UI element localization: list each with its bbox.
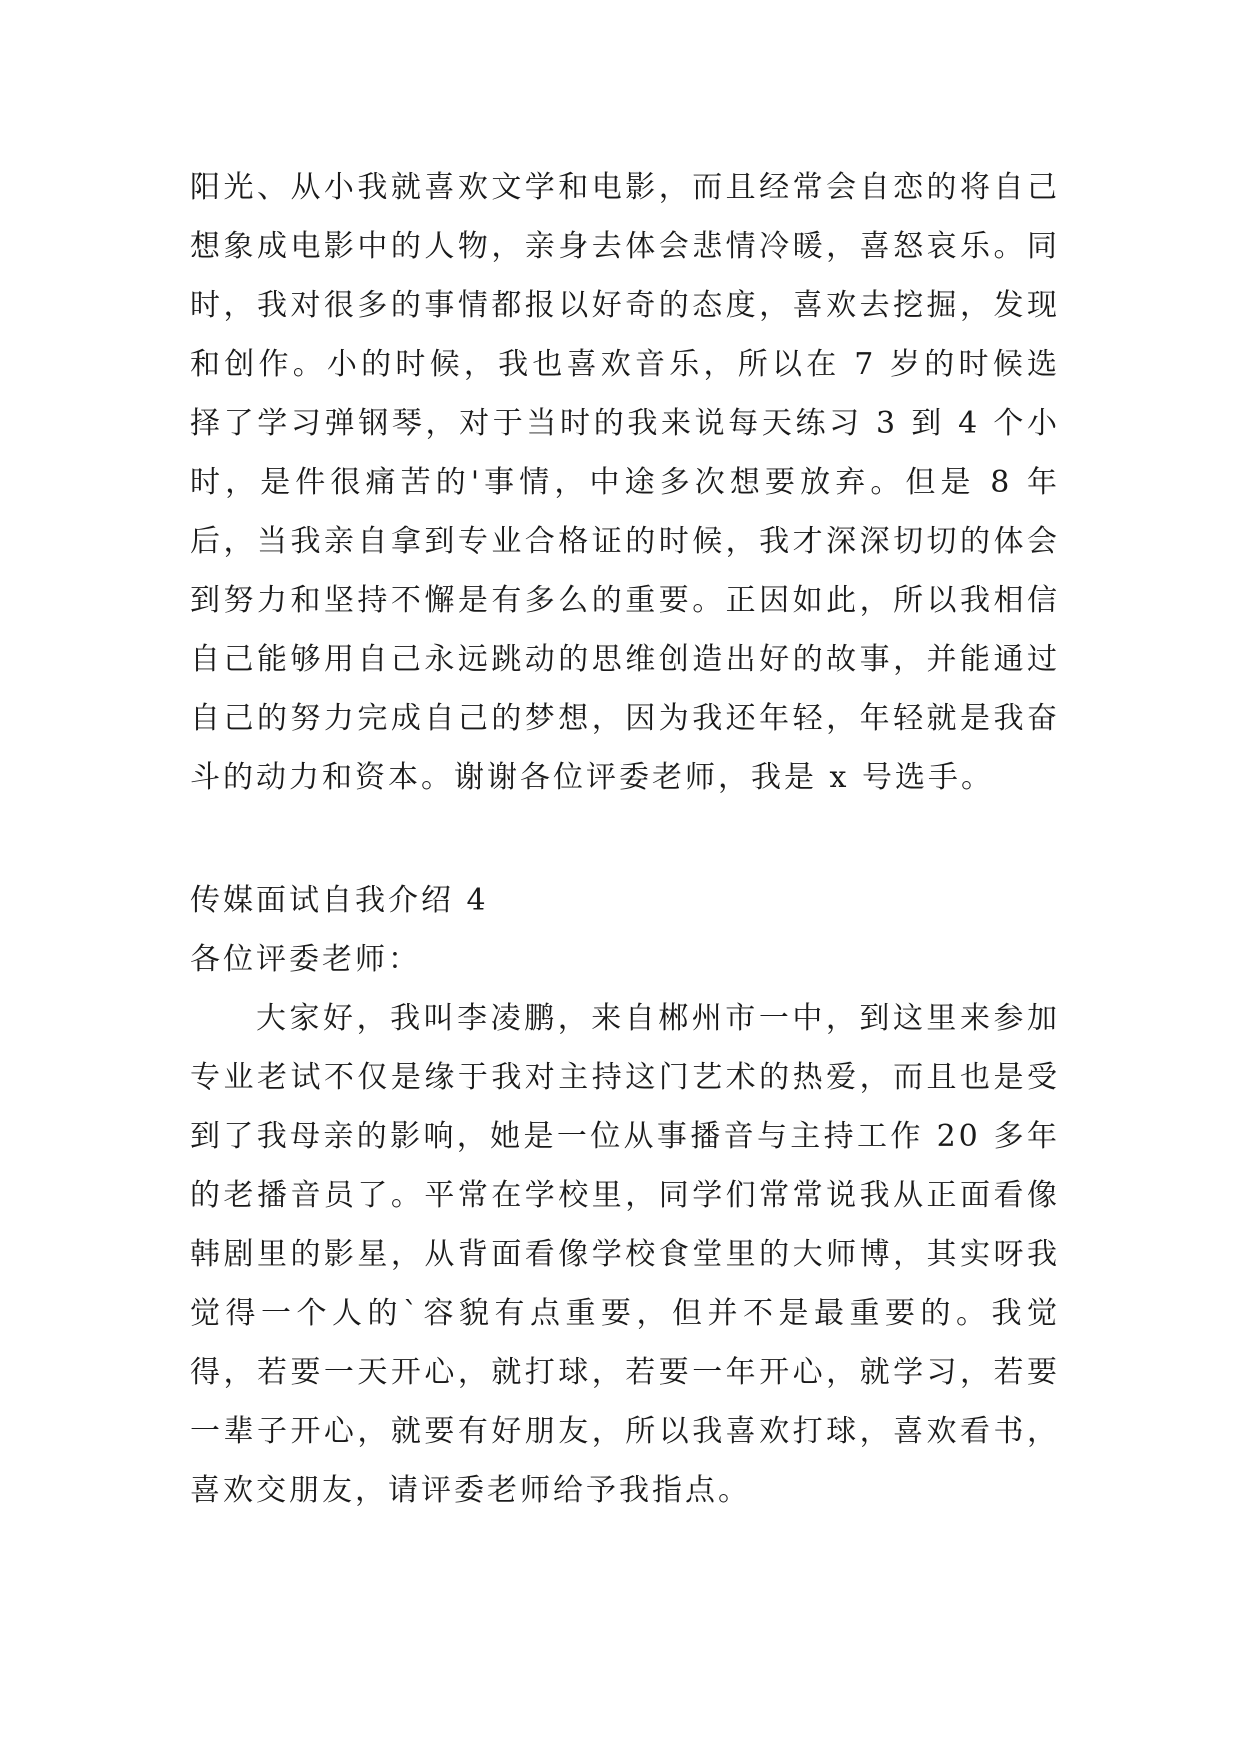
body-paragraph-1: 阳光、从小我就喜欢文学和电影，而且经常会自恋的将自己想象成电影中的人物，亲身去体会悲情冷暖，喜怒哀乐。同时，我对很多的事情都报以好奇的态度，喜欢去挖掘，发现和创作。小的时候，我也喜欢音乐，所以在 7 岁的时候选择了学习弹钢琴，对于当时的我来说每天练习 3 到 4 个小时，是件很痛苦的'事情，中途多次想要放弃。但是 8 年后，当我亲自拿到专业合格证的时候，我才深深切切的体会到努力和坚持不懈是有多么的重要。正因如此，所以我相信自己能够用自己永远跳动的思维创造出好的故事，并能通过自己的努力完成自己的梦想，因为我还年轻，年轻就是我奋斗的动力和资本。谢谢各位评委老师，我是 x 号选手。 [190, 170, 1060, 795]
salutation: 各位评委老师： [190, 942, 421, 977]
body-paragraph-2: 大家好，我叫李凌鹏，来自郴州市一中，到这里来参加专业老试不仅是缘于我对主持这门艺术的热爱，而且也是受到了我母亲的影响，她是一位从事播音与主持工作 20 多年的老播音员了。平常在学校里，同学们常常说我从正面看像韩剧里的影星，从背面看像学校食堂里的大师博，其实呀我觉得一个人的`容貌有点重要，但并不是最重要的。我觉得，若要一天开心，就打球，若要一年开心，就学习，若要一辈子开心，就要有好朋友，所以我喜欢打球，喜欢看书，喜欢交朋友，请评委老师给予我指点。 [190, 1001, 1060, 1508]
document-body [190, 158, 1060, 1520]
section-heading: 传媒面试自我介绍 4 [190, 883, 489, 918]
